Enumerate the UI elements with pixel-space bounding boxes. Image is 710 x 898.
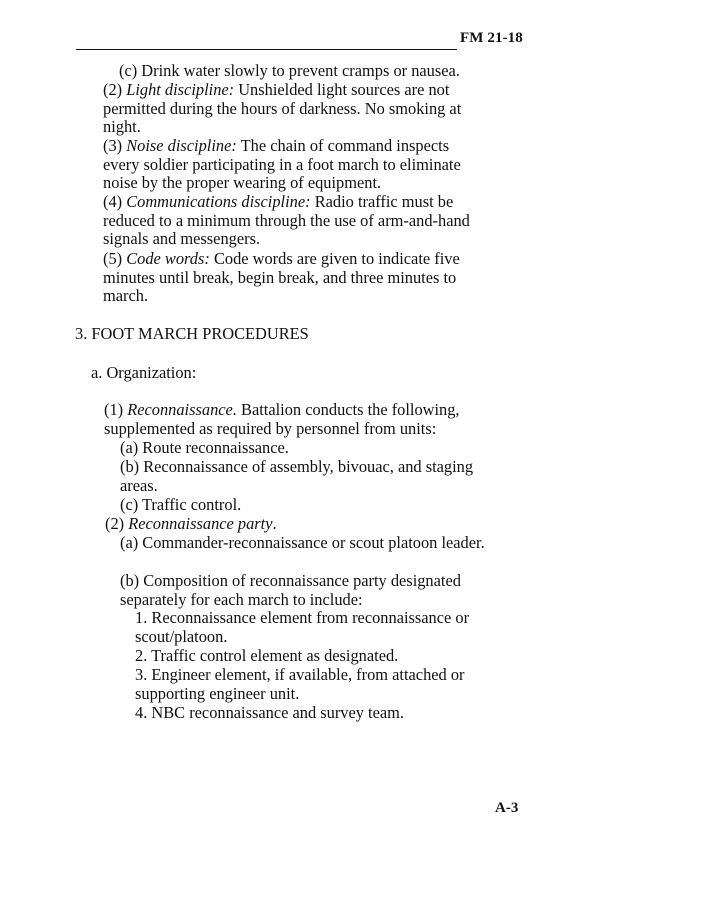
page-number: A-3 xyxy=(495,800,519,816)
item-communications-discipline: (4) Communications discipline: Radio traffic must be reduced to a minimum through the use of arm-and-hand signals and messengers. xyxy=(103,192,470,249)
section-subheading: a. Organization: xyxy=(91,363,197,382)
org-item-reconnaissance: (1) Reconnaissance. Battalion conducts the following, supplemented as required by personnel from units: xyxy=(104,400,460,438)
org-item-traffic-control: (c) Traffic control. xyxy=(120,495,242,514)
section-heading: 3. FOOT MARCH PROCEDURES xyxy=(75,324,309,343)
org-item-assembly-recon: (b) Reconnaissance of assembly, bivouac, and staging areas. xyxy=(120,457,474,495)
item-code-words: (5) Code words: Code words are given to indicate five minutes until break, begin break, and three minutes to march. xyxy=(103,249,460,306)
org-item-recon-party: (2) Reconnaissance party. xyxy=(105,514,277,533)
org-item-recon-element: 1. Reconnaissance element from reconnaissance or scout/platoon. xyxy=(135,608,470,646)
item-light-discipline: (2) Light discipline: Unshielded light sources are not permitted during the hours of darkness. No smoking at night. xyxy=(103,80,462,137)
org-item-commander: (a) Commander-reconnaissance or scout platoon leader. xyxy=(120,533,485,552)
org-item-nbc-team: 4. NBC reconnaissance and survey team. xyxy=(135,703,404,722)
org-item-traffic-element: 2. Traffic control element as designated. xyxy=(135,646,399,665)
header-rule xyxy=(76,49,457,50)
org-item-route-recon: (a) Route reconnaissance. xyxy=(120,438,289,457)
org-item-engineer-element: 3. Engineer element, if available, from attached or supporting engineer unit. xyxy=(135,665,465,703)
item-noise-discipline: (3) Noise discipline: The chain of command inspects every soldier participating in a foot march to eliminate noise by the proper wearing of equipment. xyxy=(103,136,461,193)
manual-id: FM 21-18 xyxy=(460,30,523,46)
item-drink-water: (c) Drink water slowly to prevent cramps or nausea. xyxy=(119,61,460,80)
org-item-composition: (b) Composition of reconnaissance party designated separately for each march to include: xyxy=(120,571,461,609)
